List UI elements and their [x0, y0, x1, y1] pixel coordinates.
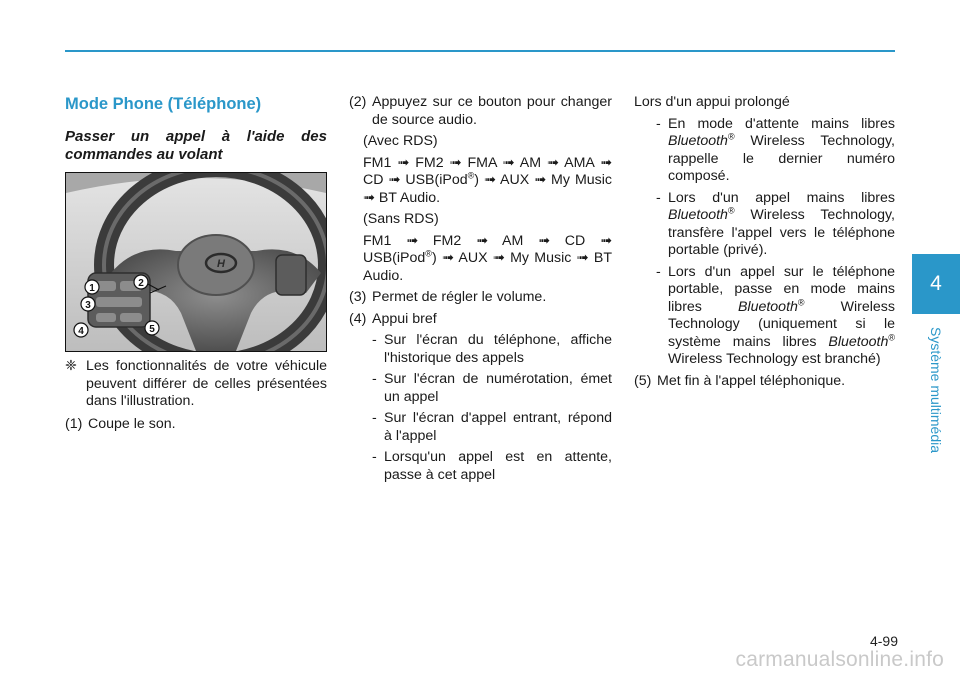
steering-wheel-illustration: [66, 173, 326, 351]
dash-mark: -: [656, 189, 661, 206]
avec-rds-sequence: [349, 155, 612, 208]
item-1-text: Coupe le son.: [88, 415, 176, 432]
note-symbol: ❈: [65, 358, 77, 374]
item-3-number: (3): [349, 289, 367, 305]
sans-rds-sequence: [349, 233, 612, 286]
registered-mark: ®: [467, 170, 475, 181]
long-press-dash-3: [656, 264, 895, 369]
callout-2: [134, 275, 148, 289]
callout-5: [145, 321, 159, 335]
item-3: [349, 289, 612, 307]
chapter-tab: [912, 254, 960, 314]
item-4-text: Appui bref: [372, 310, 437, 327]
callout-4: [74, 323, 88, 337]
avec-rds-label: (Avec RDS): [363, 133, 438, 149]
callout-1: [85, 280, 99, 294]
item-5-number: (5): [634, 372, 652, 389]
lp3-text-a: Lors d'un appel sur le téléphone portable, passe en mode mains libres: [668, 263, 895, 315]
item-2: [349, 94, 612, 129]
item-4-dash-1: [372, 332, 612, 367]
dash-mark: -: [656, 115, 661, 132]
note-text: Les fonctionnalités de votre véhicule peuvent différer de celles présentées dans l'illustration.: [86, 358, 327, 409]
svg-text:H: H: [217, 258, 225, 270]
item-1-number: (1): [65, 415, 83, 432]
long-press-dash-1: [656, 116, 895, 186]
svg-text:2: 2: [138, 278, 144, 289]
top-rule: [65, 50, 895, 52]
item-4-dash-3: [372, 410, 612, 445]
chapter-number: 4: [930, 272, 942, 295]
section-title: Mode Phone (Téléphone): [65, 95, 262, 113]
registered-mark: ®: [727, 131, 735, 142]
dash-mark: -: [372, 449, 377, 465]
lp1-text-a: En mode d'attente mains libres: [668, 115, 895, 132]
sans-rds-label: (Sans RDS): [363, 211, 439, 227]
item-4-dash-1-text: Sur l'écran du téléphone, affiche l'historique des appels: [384, 332, 612, 366]
chapter-label: Système multimédia: [928, 326, 944, 454]
lp2-text-b: Wireless Technology, transfère l'appel vers le téléphone portable (privé).: [668, 207, 895, 258]
svg-text:4: 4: [78, 326, 84, 337]
dash-mark: -: [372, 371, 377, 387]
column-left: [65, 94, 327, 433]
lp2-text-a: Lors d'un appel mains libres: [668, 189, 895, 206]
item-4-dash-3-text: Sur l'écran d'appel entrant, répond à l'appel: [384, 410, 612, 444]
item-1: [65, 416, 327, 434]
item-4-sublist: [349, 332, 612, 484]
item-4-number: (4): [349, 310, 367, 327]
item-4-dash-2: [372, 371, 612, 406]
lp1-bluetooth: Bluetooth: [668, 133, 728, 149]
item-5-text: Met fin à l'appel téléphonique.: [657, 372, 846, 389]
registered-mark: ®: [425, 248, 432, 259]
item-2-number: (2): [349, 94, 367, 110]
registered-mark: ®: [797, 296, 805, 307]
dash-mark: -: [656, 263, 661, 280]
dash-mark: -: [372, 410, 377, 426]
column-middle: [349, 94, 612, 488]
long-press-list: [634, 116, 895, 369]
registered-mark: ®: [727, 205, 735, 216]
long-press-heading: Lors d'un appui prolongé: [634, 94, 790, 110]
lp2-bluetooth: Bluetooth: [668, 207, 728, 223]
dash-mark: -: [372, 332, 377, 348]
lp3-text-b: Wireless Technology (uniquement si le système mains libres: [668, 298, 895, 350]
page-number: 4-99: [869, 633, 898, 649]
sans-rds-seq-b: ) ➟ AUX ➟ My Music ➟ BT Audio.: [363, 250, 612, 284]
steering-wheel-figure: [65, 172, 327, 352]
long-press-dash-2: [656, 190, 895, 260]
item-3-text: Permet de régler le volume.: [372, 289, 547, 305]
lp3-bluetooth: Bluetooth: [737, 298, 798, 315]
item-2-text: Appuyez sur ce bouton pour changer de source audio.: [372, 94, 612, 128]
item-4-dash-2-text: Sur l'écran de numérotation, émet un appel: [384, 371, 612, 405]
sans-rds-seq-a: FM1 ➟ FM2 ➟ AM ➟ CD ➟ USB(iPod: [363, 232, 612, 266]
registered-mark: ®: [888, 331, 895, 342]
svg-text:3: 3: [85, 300, 91, 311]
item-4: [349, 311, 612, 329]
callout-3: [81, 297, 95, 311]
item-4-dash-4-text: Lorsqu'un appel est en attente, passe à cet appel: [384, 449, 612, 483]
svg-text:5: 5: [149, 324, 155, 335]
lp1-text-b: Wireless Technology, rappelle le dernier numéro composé.: [668, 133, 895, 184]
note: [65, 358, 327, 411]
avec-rds-seq-b: ) ➟ AUX ➟ My Music ➟ BT Audio.: [363, 172, 612, 206]
item-5: [634, 373, 895, 391]
svg-text:1: 1: [89, 283, 95, 294]
column-right: [634, 94, 895, 394]
lp3-bluetooth-2: Bluetooth: [828, 333, 889, 350]
item-4-dash-4: [372, 449, 612, 484]
subheading: Passer un appel à l'aide des commandes au volant: [65, 128, 327, 163]
watermark: carmanualsonline.info: [735, 648, 944, 671]
lp3-text-c: Wireless Technology est branché): [668, 351, 881, 367]
avec-rds-seq-a: FM1 ➟ FM2 ➟ FMA ➟ AM ➟ AMA ➟ CD ➟ USB(iPod: [363, 154, 612, 188]
